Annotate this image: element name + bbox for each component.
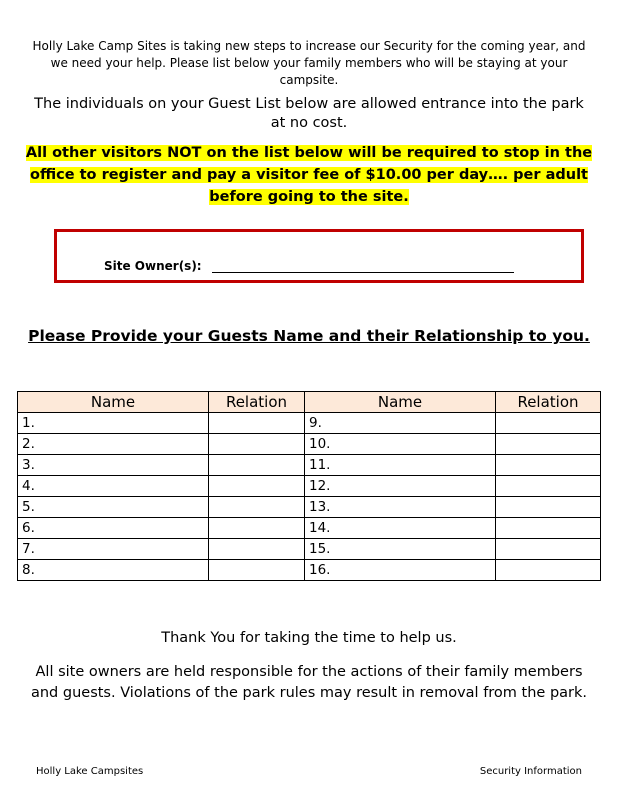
guest-relation-cell[interactable] [209, 476, 305, 497]
guest-name-cell[interactable]: 4. [18, 476, 209, 497]
guest-name-cell[interactable]: 5. [18, 497, 209, 518]
table-row [18, 560, 601, 581]
guest-relation-cell[interactable] [209, 518, 305, 539]
table-row [18, 539, 601, 560]
table-row [18, 413, 601, 434]
header-relation-right: Relation [496, 392, 601, 413]
table-row [18, 518, 601, 539]
thank-you-text: Thank You for taking the time to help us. [161, 630, 457, 646]
header-relation-left: Relation [209, 392, 305, 413]
guest-relation-cell[interactable] [209, 539, 305, 560]
guest-relation-cell[interactable] [496, 539, 601, 560]
site-owner-field[interactable] [212, 272, 514, 273]
guest-name-cell[interactable]: 6. [18, 518, 209, 539]
guest-name-cell[interactable]: 15. [305, 539, 496, 560]
guest-relation-cell[interactable] [209, 560, 305, 581]
intro-paragraph: Holly Lake Camp Sites is taking new steps to increase our Security for the coming year, and we need your help. Please list below your family members who will be staying at your campsite. [32, 39, 586, 87]
guest-list-heading: Please Provide your Guests Name and their Relationship to you. [28, 327, 590, 345]
table-header-row [18, 392, 601, 413]
guest-relation-cell[interactable] [496, 434, 601, 455]
site-owner-box [54, 229, 584, 283]
guest-relation-cell[interactable] [209, 455, 305, 476]
guest-relation-cell[interactable] [496, 518, 601, 539]
allowed-paragraph: The individuals on your Guest List below are allowed entrance into the park at no cost. [34, 96, 584, 131]
footer-left: Holly Lake Campsites [36, 766, 144, 777]
guest-relation-cell[interactable] [496, 497, 601, 518]
guest-relation-cell[interactable] [496, 560, 601, 581]
guest-name-cell[interactable]: 8. [18, 560, 209, 581]
guest-name-cell[interactable]: 1. [18, 413, 209, 434]
site-owner-label: Site Owner(s): [104, 259, 202, 273]
guest-relation-cell[interactable] [209, 413, 305, 434]
guest-relation-cell[interactable] [209, 434, 305, 455]
guest-name-cell[interactable]: 3. [18, 455, 209, 476]
guest-name-cell[interactable]: 11. [305, 455, 496, 476]
table-row [18, 455, 601, 476]
footer-right: Security Information [479, 766, 582, 777]
table-row [18, 434, 601, 455]
guest-name-cell[interactable]: 10. [305, 434, 496, 455]
guest-name-cell[interactable]: 2. [18, 434, 209, 455]
guest-name-cell[interactable]: 12. [305, 476, 496, 497]
guest-name-cell[interactable]: 14. [305, 518, 496, 539]
header-name-right: Name [305, 392, 496, 413]
responsibility-paragraph: All site owners are held responsible for the actions of their family members and guests. Violations of the park rules may result in removal from the park. [30, 664, 588, 701]
guest-relation-cell[interactable] [496, 455, 601, 476]
guest-relation-cell[interactable] [496, 476, 601, 497]
guest-name-cell[interactable]: 13. [305, 497, 496, 518]
guest-relation-cell[interactable] [209, 497, 305, 518]
guest-relation-cell[interactable] [496, 413, 601, 434]
table-row [18, 476, 601, 497]
warning-highlight: All other visitors NOT on the list below will be required to stop in the office to register and pay a visitor fee of $10.00 per day…. per adult before going to the site. [25, 145, 593, 205]
header-name-left: Name [18, 392, 209, 413]
guest-name-cell[interactable]: 9. [305, 413, 496, 434]
guest-name-cell[interactable]: 7. [18, 539, 209, 560]
visitor-fee-warning [20, 142, 598, 208]
table-row [18, 497, 601, 518]
guest-table [17, 391, 601, 581]
guest-name-cell[interactable]: 16. [305, 560, 496, 581]
